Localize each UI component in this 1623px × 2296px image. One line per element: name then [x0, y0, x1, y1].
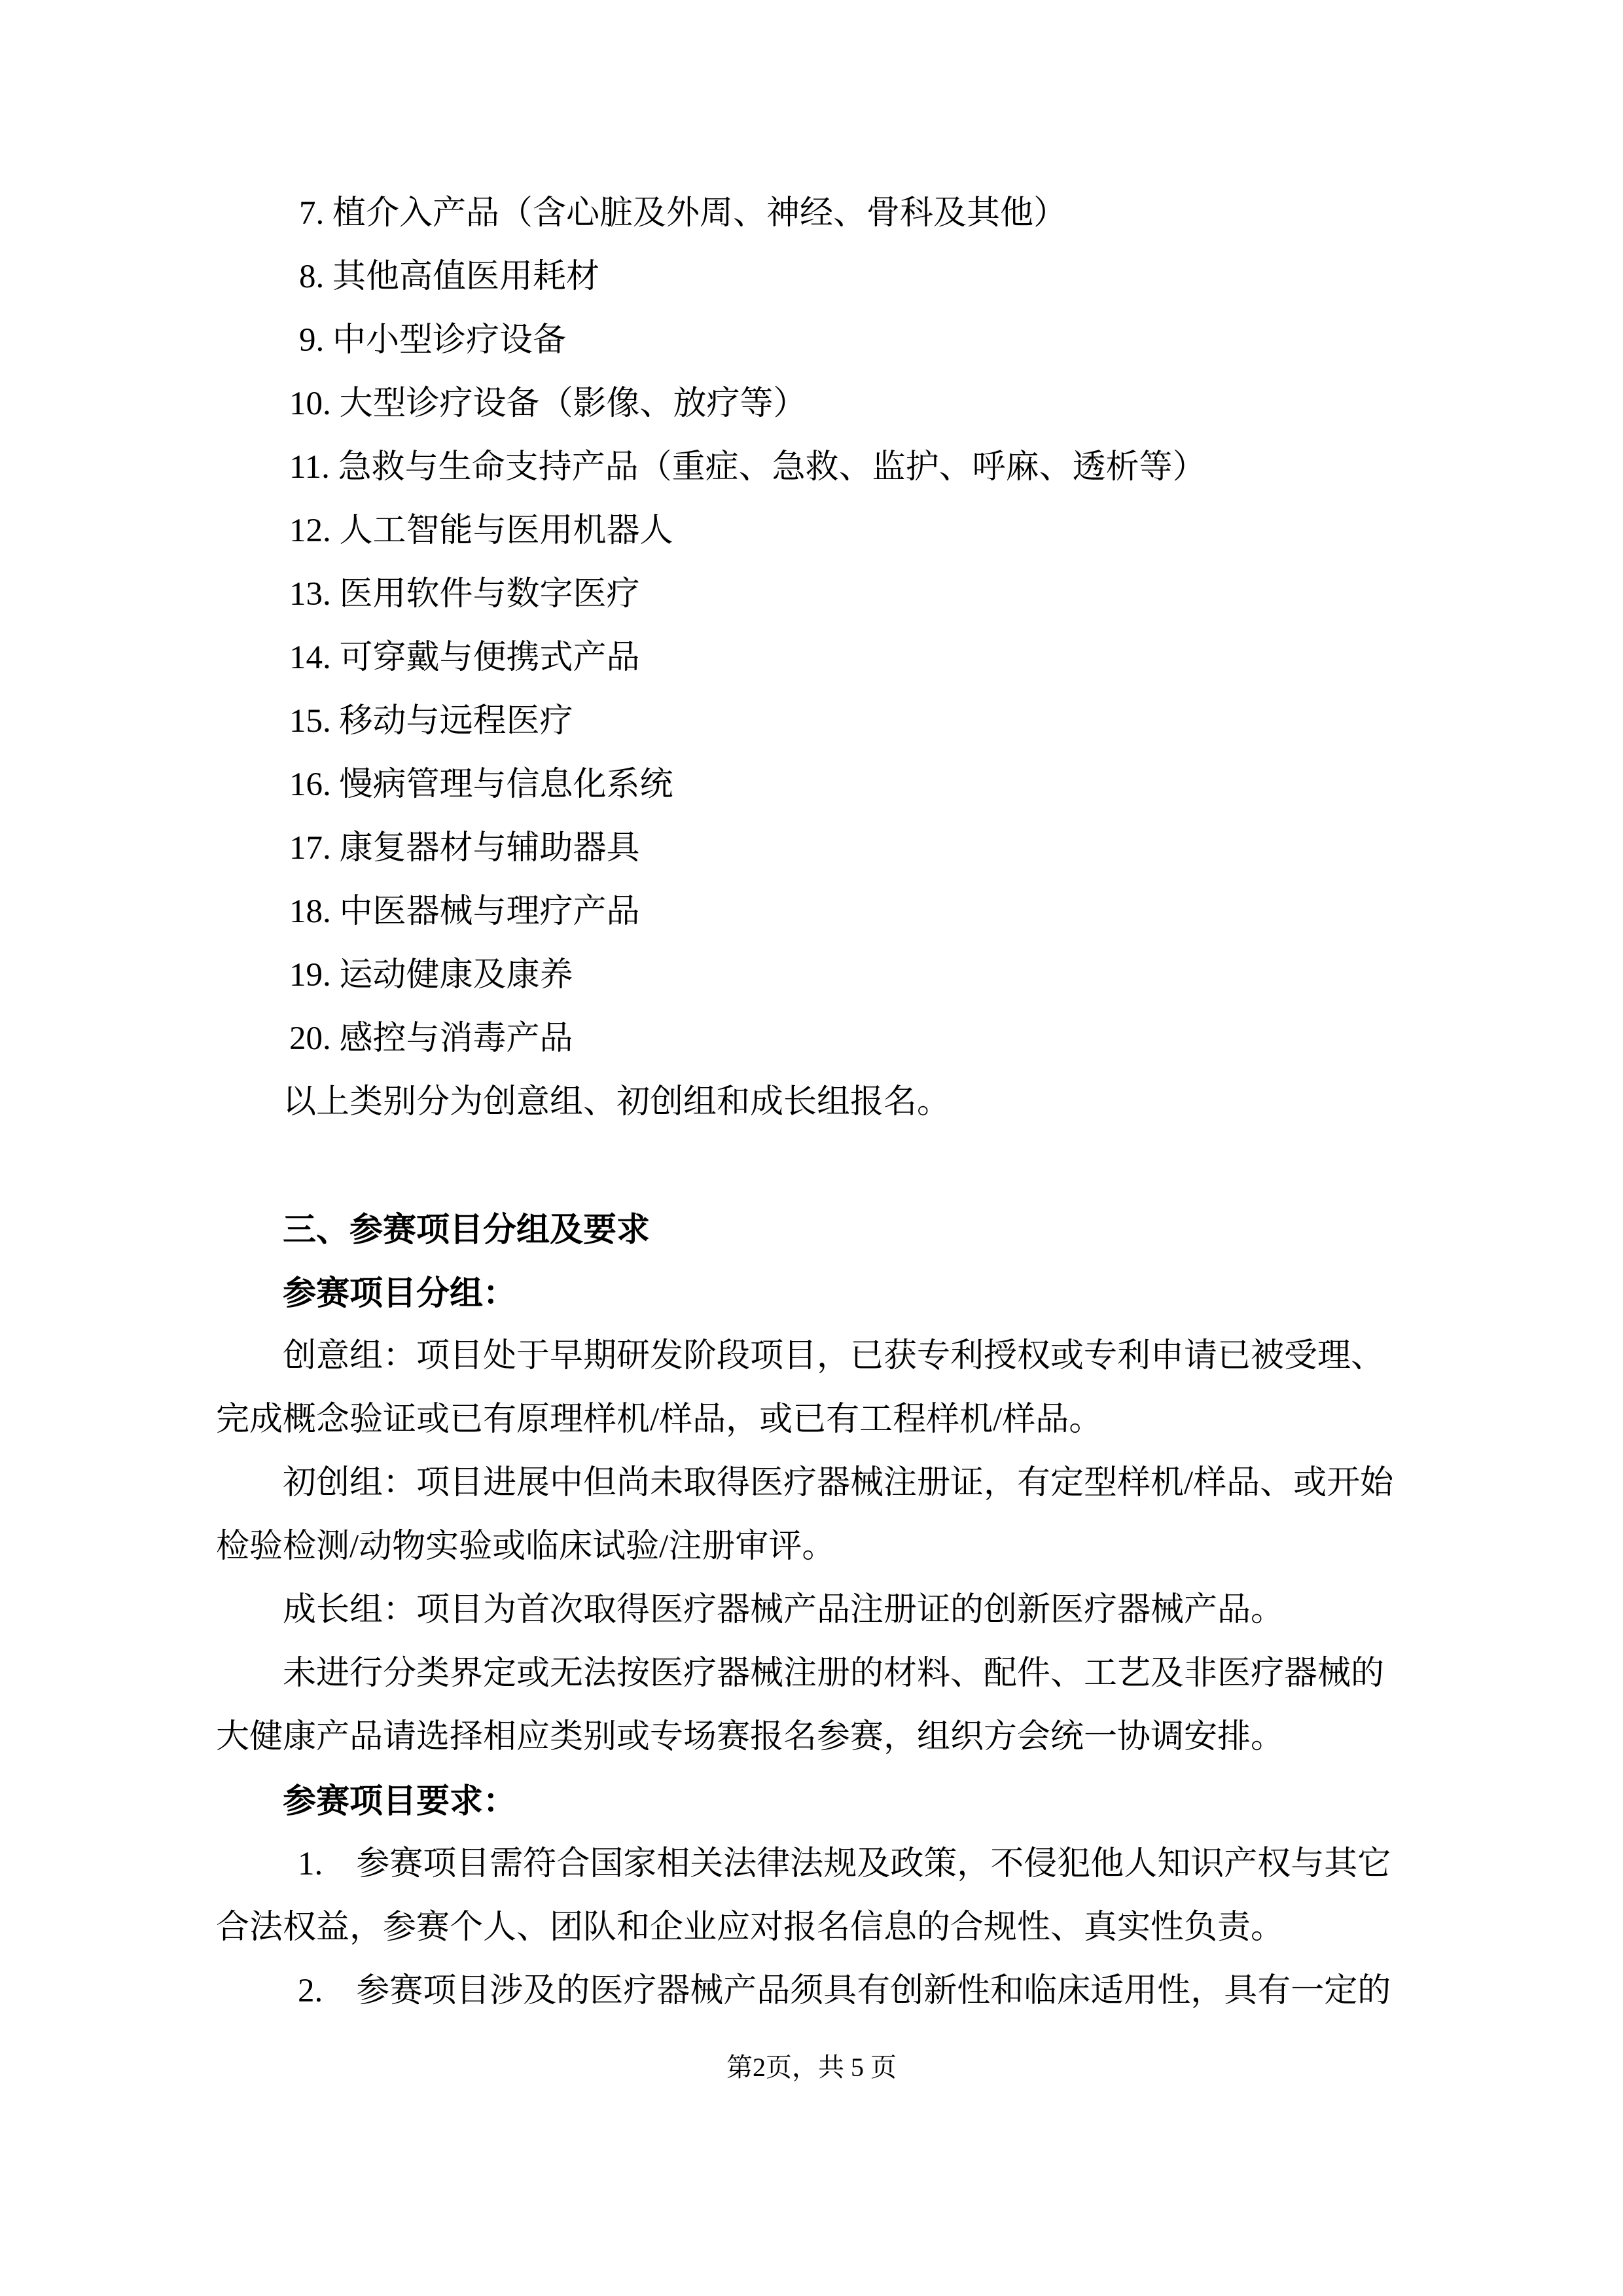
group-growth-line: 成长组：项目为首次取得医疗器械产品注册证的创新医疗器械产品。 [283, 1592, 1285, 1628]
category-item-14: 14. 可穿戴与便携式产品 [289, 639, 640, 676]
group-other-line-2: 大健康产品请选择相应类别或专场赛报名参赛，组织方会统一协调安排。 [216, 1719, 1285, 1755]
subsection-heading-requirements: 参赛项目要求： [283, 1782, 517, 1820]
document-body [216, 182, 1414, 2023]
group-startup-line-1: 初创组：项目进展中但尚未取得医疗器械注册证，有定型样机/样品、或开始 [283, 1465, 1394, 1501]
group-creative-line-2: 完成概念验证或已有原理样机/样品，或已有工程样机/样品。 [216, 1401, 1103, 1438]
category-item-12: 12. 人工智能与医用机器人 [289, 512, 673, 549]
requirement-1-line-1: 1. 参赛项目需符合国家相关法律法规及政策，不侵犯他人知识产权与其它 [298, 1846, 1391, 1882]
group-creative-line-1: 创意组：项目处于早期研发阶段项目，已获专利授权或专利申请已被受理、 [283, 1338, 1385, 1374]
category-item-10: 10. 大型诊疗设备（影像、放疗等） [289, 386, 807, 422]
spacer [216, 1134, 1414, 1198]
requirement-2-line-1: 2. 参赛项目涉及的医疗器械产品须具有创新性和临床适用性，具有一定的 [298, 1973, 1391, 2009]
category-item-15: 15. 移动与远程医疗 [289, 703, 573, 740]
category-item-7: 7. 植介入产品（含心脏及外周、神经、骨科及其他） [299, 195, 1067, 232]
category-item-8: 8. 其他高值医用耗材 [299, 259, 600, 295]
category-item-11: 11. 急救与生命支持产品（重症、急救、监护、呼麻、透析等） [289, 449, 1206, 486]
group-startup-line-2: 检验检测/动物实验或临床试验/注册审评。 [216, 1528, 836, 1565]
category-item-9: 9. 中小型诊疗设备 [299, 322, 567, 359]
category-item-19: 19. 运动健康及康养 [289, 957, 573, 994]
category-item-18: 18. 中医器械与理疗产品 [289, 893, 640, 930]
group-other-line-1: 未进行分类界定或无法按医疗器械注册的材料、配件、工艺及非医疗器械的 [283, 1655, 1385, 1692]
category-item-17: 17. 康复器材与辅助器具 [289, 830, 640, 867]
section-heading: 三、参赛项目分组及要求 [283, 1211, 651, 1248]
requirement-1-line-2: 合法权益，参赛个人、团队和企业应对报名信息的合规性、真实性负责。 [216, 1909, 1285, 1946]
category-item-16: 16. 慢病管理与信息化系统 [289, 766, 673, 803]
category-item-13: 13. 医用软件与数字医疗 [289, 576, 640, 613]
subsection-heading-grouping: 参赛项目分组： [283, 1274, 517, 1312]
page-footer: 第2页，共 5 页 [726, 2053, 897, 2082]
category-item-20: 20. 感控与消毒产品 [289, 1020, 573, 1057]
category-note: 以上类别分为创意组、初创组和成长组报名。 [283, 1084, 951, 1121]
